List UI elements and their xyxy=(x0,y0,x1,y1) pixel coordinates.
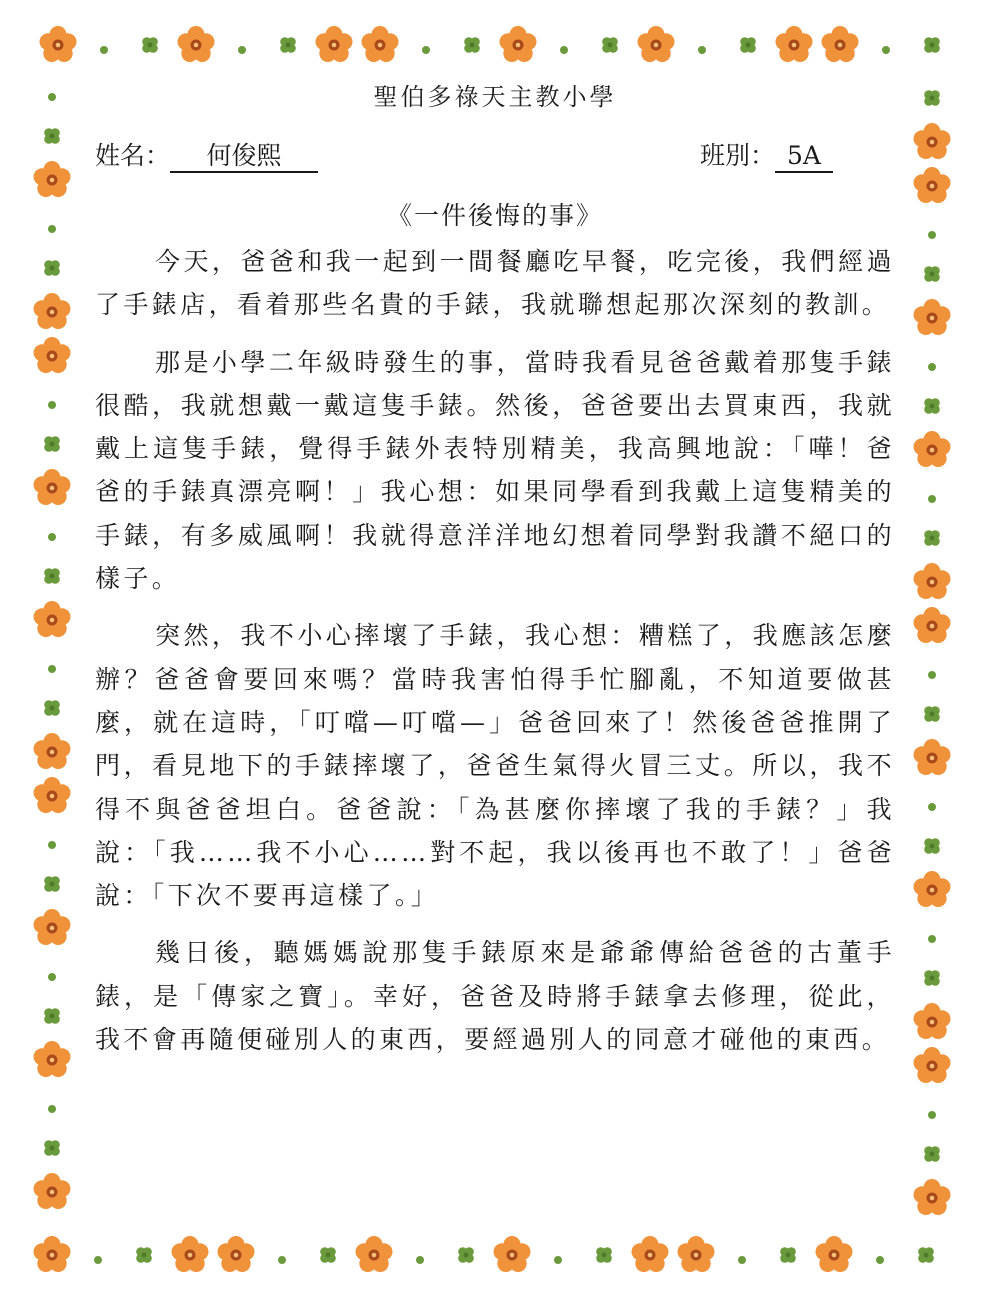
leaf-dot-icon xyxy=(237,40,247,50)
leaf-dot-icon xyxy=(697,40,707,50)
clover-icon xyxy=(42,698,62,718)
flower-icon xyxy=(32,776,72,816)
flower-icon xyxy=(492,1235,532,1275)
flower-icon xyxy=(912,1002,952,1042)
clover-icon xyxy=(922,836,942,856)
flower-icon xyxy=(820,25,860,65)
clover-icon xyxy=(42,1006,62,1026)
leaf-dot-icon xyxy=(875,1250,885,1260)
leaf-dot-icon xyxy=(47,219,57,229)
leaf-dot-icon xyxy=(277,1250,287,1260)
flower-icon xyxy=(912,1178,952,1218)
leaf-dot-icon xyxy=(927,665,937,675)
clover-icon xyxy=(278,35,298,55)
flower-icon xyxy=(912,870,952,910)
flower-icon xyxy=(360,25,400,65)
flower-icon xyxy=(32,160,72,200)
leaf-dot-icon xyxy=(559,40,569,50)
clover-icon xyxy=(922,704,942,724)
flower-icon xyxy=(32,1172,72,1212)
leaf-dot-icon xyxy=(927,1105,937,1115)
leaf-dot-icon xyxy=(421,40,431,50)
flower-icon xyxy=(912,122,952,162)
leaf-dot-icon xyxy=(47,967,57,977)
name-value: 何俊熙 xyxy=(170,141,318,173)
flower-icon xyxy=(32,292,72,332)
leaf-dot-icon xyxy=(927,929,937,939)
clover-icon xyxy=(140,35,160,55)
class-value: 5A xyxy=(775,141,833,173)
flower-icon xyxy=(216,1235,256,1275)
leaf-dot-icon xyxy=(47,835,57,845)
clover-icon xyxy=(42,434,62,454)
flower-icon xyxy=(170,1235,210,1275)
leaf-dot-icon xyxy=(553,1250,563,1260)
leaf-dot-icon xyxy=(927,489,937,499)
flower-icon xyxy=(32,1235,72,1275)
clover-icon xyxy=(778,1245,798,1265)
clover-icon xyxy=(738,35,758,55)
leaf-dot-icon xyxy=(927,797,937,807)
clover-icon xyxy=(134,1245,154,1265)
flower-icon xyxy=(676,1235,716,1275)
clover-icon xyxy=(318,1245,338,1265)
flower-icon xyxy=(32,908,72,948)
flower-icon xyxy=(32,600,72,640)
clover-icon xyxy=(922,396,942,416)
leaf-dot-icon xyxy=(737,1250,747,1260)
leaf-dot-icon xyxy=(881,40,891,50)
clover-icon xyxy=(922,1144,942,1164)
leaf-dot-icon xyxy=(99,40,109,50)
flower-icon xyxy=(912,1046,952,1086)
flower-icon xyxy=(814,1235,854,1275)
flower-icon xyxy=(774,25,814,65)
leaf-dot-icon xyxy=(415,1250,425,1260)
flower-icon xyxy=(498,25,538,65)
flower-icon xyxy=(912,166,952,206)
flower-icon xyxy=(912,606,952,646)
flower-icon xyxy=(176,25,216,65)
flower-icon xyxy=(636,25,676,65)
flower-icon xyxy=(912,562,952,602)
school-name: 聖伯多祿天主教小學 xyxy=(373,83,617,111)
leaf-dot-icon xyxy=(47,395,57,405)
clover-icon xyxy=(42,126,62,146)
leaf-dot-icon xyxy=(927,357,937,367)
flower-icon xyxy=(32,732,72,772)
clover-icon xyxy=(42,258,62,278)
flower-icon xyxy=(912,298,952,338)
flower-icon xyxy=(912,430,952,470)
flower-icon xyxy=(32,468,72,508)
clover-icon xyxy=(600,35,620,55)
essay-title: 《一件後悔的事》 xyxy=(386,201,603,230)
paragraph-1: 今天，爸爸和我一起到一間餐廳吃早餐，吃完後，我們經過了手錶店，看着那些名貴的手錶，我就聯想起那次深刻的教訓。 xyxy=(95,247,895,320)
clover-icon xyxy=(916,1245,936,1265)
flower-icon xyxy=(32,336,72,376)
paragraph-4: 幾日後，聽媽媽說那隻手錶原來是爺爺傳給爸爸的古董手錶，是「傳家之寶」。幸好，爸爸及時將手錶拿去修理，從此，我不會再隨便碰別人的東西，要經過別人的同意才碰他的東西。 xyxy=(95,938,895,1055)
student-info-row xyxy=(95,136,895,176)
worksheet xyxy=(95,80,895,1075)
leaf-dot-icon xyxy=(927,225,937,235)
clover-icon xyxy=(922,968,942,988)
clover-icon xyxy=(922,88,942,108)
flower-icon xyxy=(32,1040,72,1080)
clover-icon xyxy=(922,35,942,55)
class-label: 班別： xyxy=(700,141,776,170)
clover-icon xyxy=(42,1138,62,1158)
clover-icon xyxy=(922,528,942,548)
clover-icon xyxy=(462,35,482,55)
leaf-dot-icon xyxy=(47,527,57,537)
flower-icon xyxy=(354,1235,394,1275)
clover-icon xyxy=(594,1245,614,1265)
name-field xyxy=(95,136,318,176)
name-label: 姓名： xyxy=(95,141,171,170)
flower-icon xyxy=(912,738,952,778)
clover-icon xyxy=(456,1245,476,1265)
leaf-dot-icon xyxy=(93,1250,103,1260)
clover-icon xyxy=(42,566,62,586)
paragraph-3: 突然，我不小心摔壞了手錶，我心想：糟糕了，我應該怎麼辦？爸爸會要回來嗎？當時我害怕得手忙腳亂，不知道要做甚麼，就在這時，「叮噹—叮噹—」爸爸回來了！然後爸爸推開了門，看見地下的手錶摔壞了，爸爸生氣得火冒三丈。所以，我不得不與爸爸坦白。爸爸說：「為甚麼你摔壞了我的手錶？」我說：「我……我不小心……對不起，我以後再也不敢了！」爸爸說：「下次不要再這樣了。」 xyxy=(95,621,895,911)
flower-icon xyxy=(630,1235,670,1275)
class-field xyxy=(700,136,833,176)
leaf-dot-icon xyxy=(47,1099,57,1109)
flower-icon xyxy=(314,25,354,65)
leaf-dot-icon xyxy=(47,87,57,97)
clover-icon xyxy=(42,874,62,894)
flower-icon xyxy=(38,25,78,65)
paragraph-2: 那是小學二年級時發生的事，當時我看見爸爸戴着那隻手錶很酷，我就想戴一戴這隻手錶。然後，爸爸要出去買東西，我就戴上這隻手錶，覺得手錶外表特別精美，我高興地說：「嘩！爸爸的手錶真漂亮啊！」我心想：如果同學看到我戴上這隻精美的手錶，有多威風啊！我就得意洋洋地幻想着同學對我讚不絕口的樣子。 xyxy=(95,347,895,594)
clover-icon xyxy=(922,264,942,284)
leaf-dot-icon xyxy=(47,659,57,669)
essay-body xyxy=(95,240,895,1061)
